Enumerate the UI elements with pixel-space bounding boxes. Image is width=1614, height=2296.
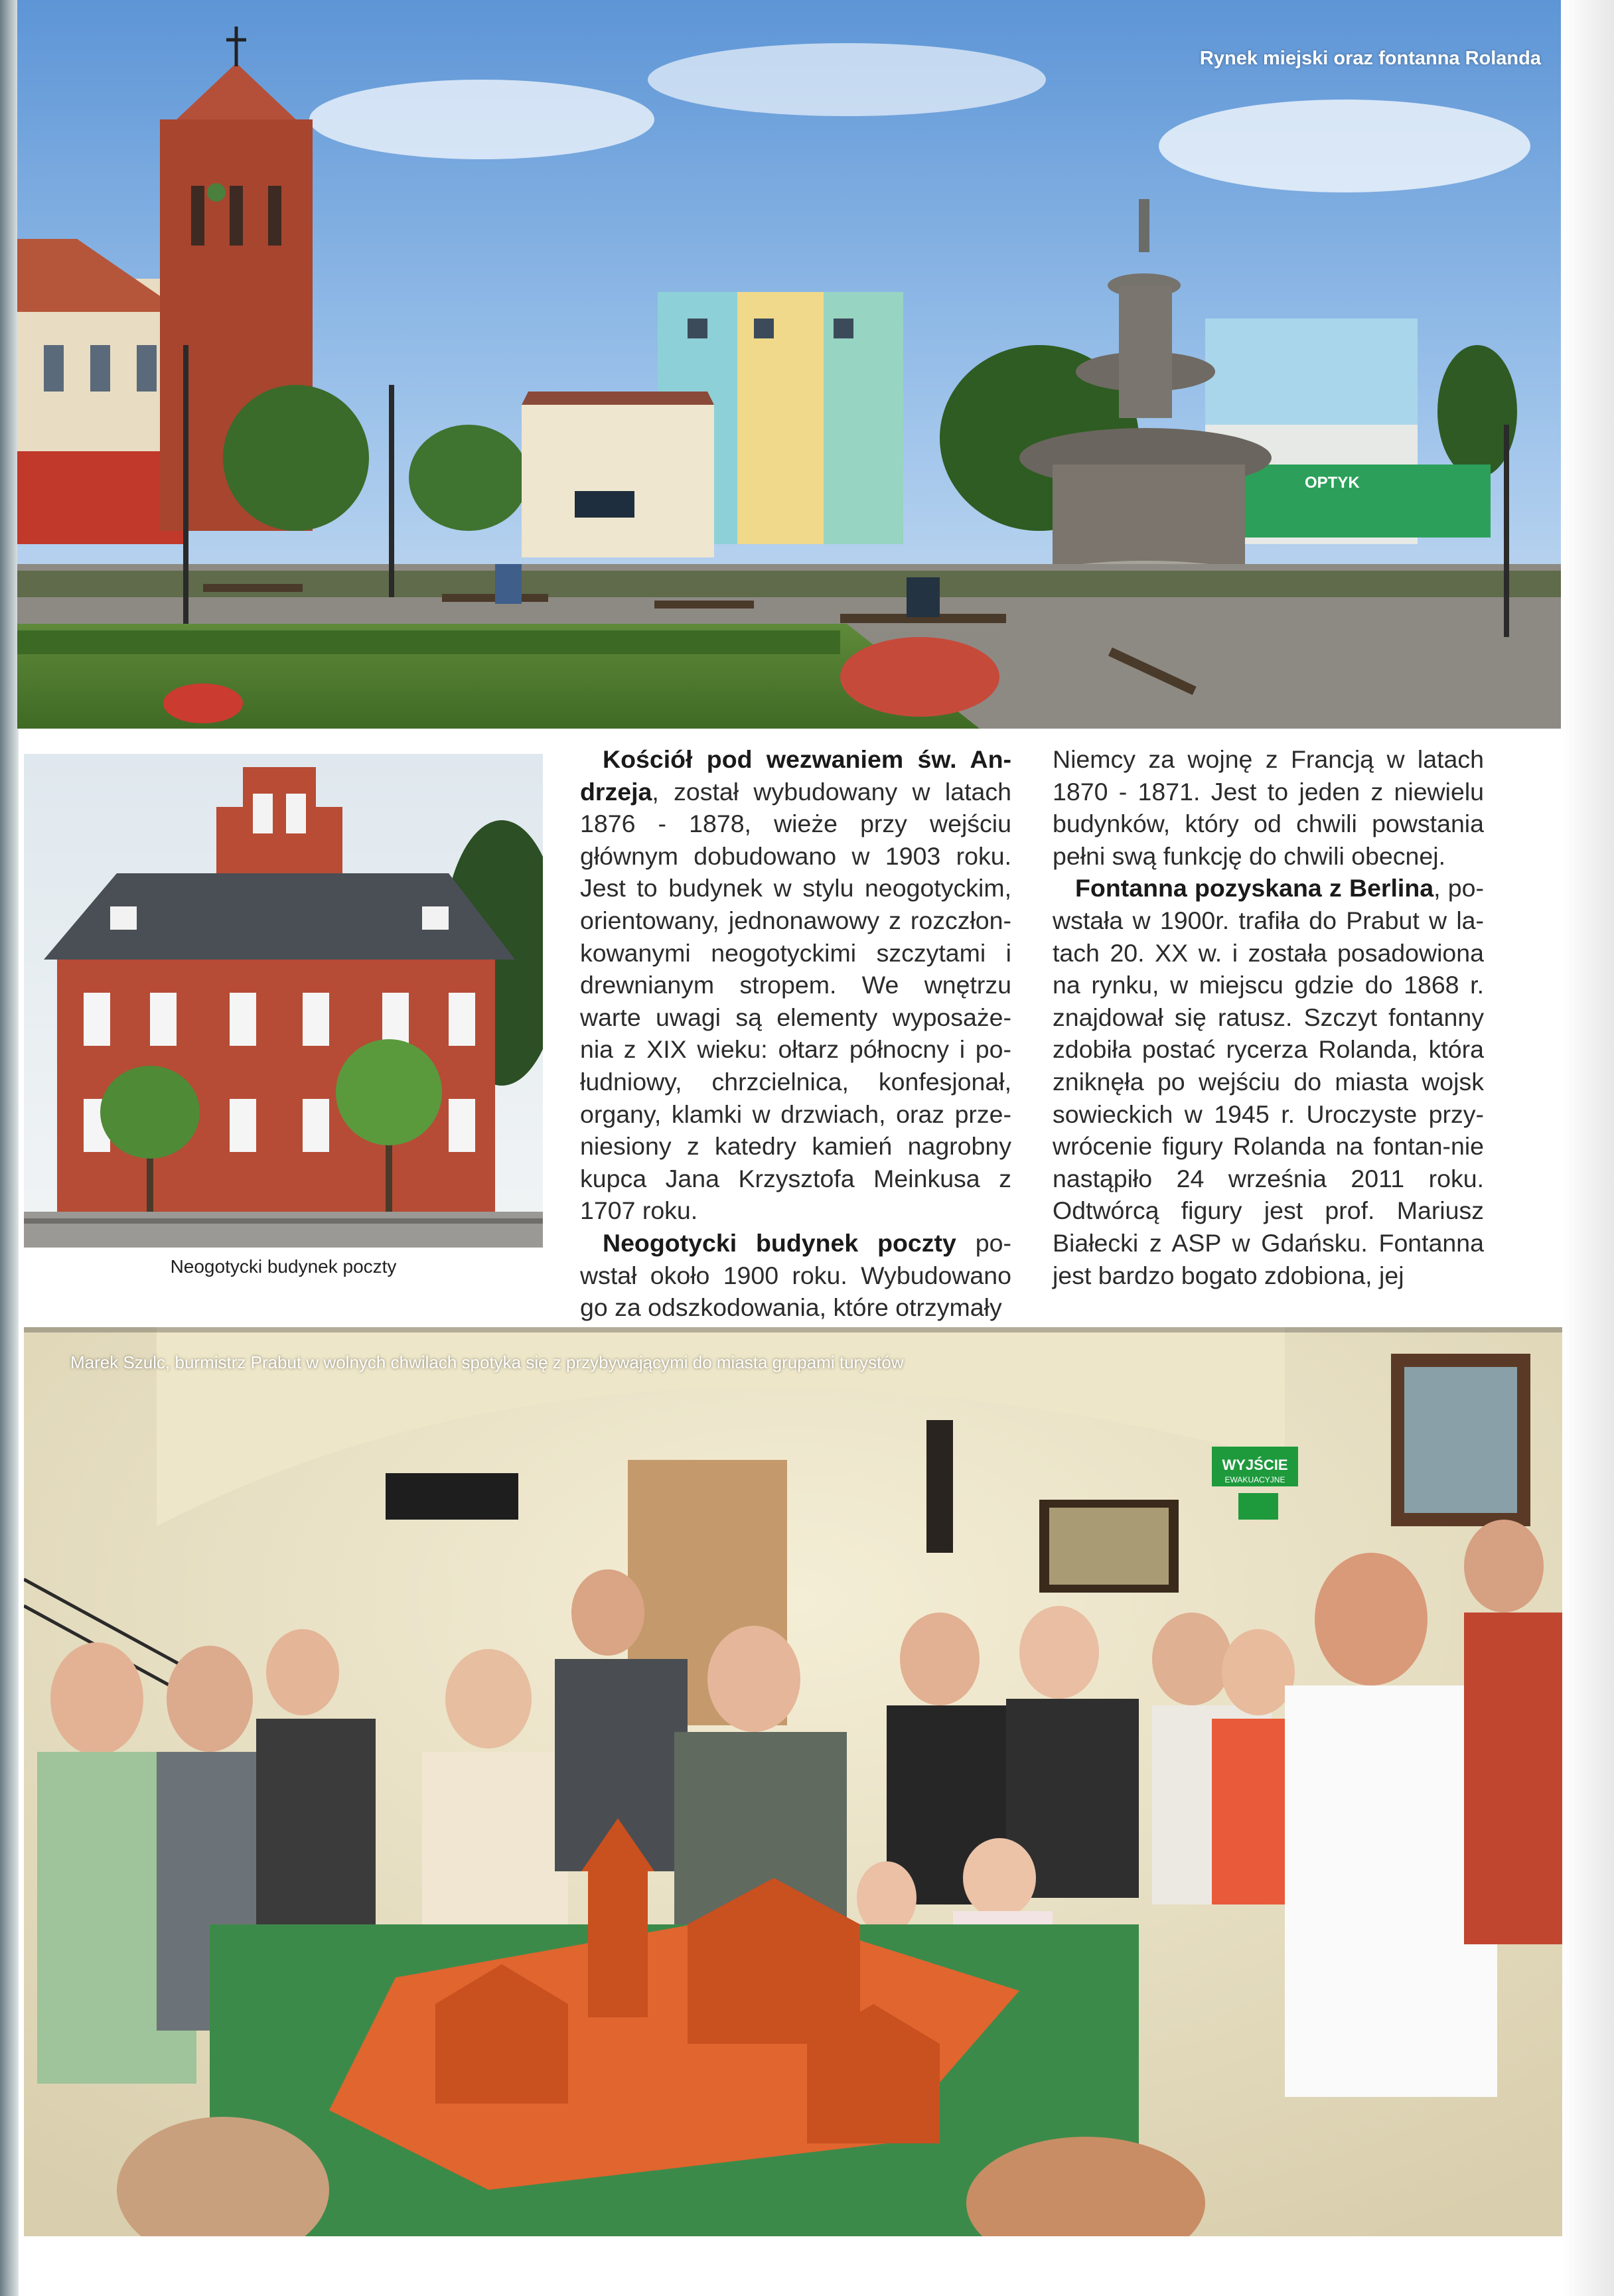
post-office-photo: [24, 754, 543, 1248]
scan-right-edge: [1561, 0, 1614, 2296]
heading-fountain: Fontanna pozyskana z Berlina: [1075, 874, 1434, 902]
paragraph-post: [580, 1227, 1011, 1324]
paragraph-church: [580, 743, 1011, 1227]
heading-post: Neogotycki budynek poczty: [603, 1228, 956, 1257]
post-office-caption: Neogotycki budynek poczty: [170, 1256, 397, 1277]
scan-edge: [0, 0, 19, 2296]
town-square-caption: Rynek miejski oraz fontanna Rolanda: [1199, 48, 1541, 69]
exit-sign-line2: EWAKUACYJNE: [1224, 1475, 1285, 1484]
tourist-group-caption: Marek Szulc, burmistrz Prabut w wolnych chwilach spotyka się z przybywającymi do miasta grupami turystów: [70, 1352, 904, 1372]
paragraph-fountain: [1053, 872, 1484, 1291]
text-post-continued: Niemcy za wojnę z Francją w latach 1870 - 1871. Jest to jeden z niewielu budynków, który od chwili powstania pełni swą funkcję do chwili obecnej.: [1053, 745, 1484, 870]
heading-church: Kościół pod wezwaniem św. An-drzeja: [580, 745, 1011, 806]
article-column-1: [580, 743, 1011, 1324]
optyk-sign: OPTYK: [1305, 474, 1360, 492]
tourist-group-photo: [24, 1327, 1562, 2236]
town-square-photo: [17, 0, 1561, 729]
text-post: po-wstał około 1900 roku. Wybudowano go za odszkodowania, które otrzymały: [580, 1228, 1011, 1322]
text-church: , został wybudowany w latach 1876 - 1878, wieże przy wejściu głównym dobudowano w 1903 roku. Jest to budynek w stylu neogotyckim, orientowany, jednonawowy z rozczłon-kowanymi neogotyckimi szczytami i drewnianym stropem. We wnętrzu warte uwagi są elementy wyposaże-nia z XIX wieku: ołtarz północny i po-łudniowy, chrzcielnica, konfesjonał, organy, klamki w drzwiach, oraz prze-niesiony z katedry kamień nagrobny kupca Jana Krzysztofa Meinkusa z 1707 roku.: [580, 777, 1011, 1225]
article-column-2: [1053, 743, 1484, 1291]
text-fountain: , po-wstała w 1900r. trafiła do Prabut w la-tach 20. XX w. i została posadowiona na rynku, w miejscu gdzie do 1868 r. znajdował się ratusz. Szczyt fontanny zdobiła postać rycerza Rolanda, która zniknęła po wejściu do miasta wojsk sowieckich w 1945 r. Uroczyste przy-wrócenie figury Rolanda na fontan-nie nastąpiło 24 września 2011 roku. Odtwórcą figury jest prof. Mariusz Białecki z ASP w Gdańsku. Fontanna jest bardzo bogato zdobiona, jej: [1053, 874, 1484, 1289]
exit-sign-line1: WYJŚCIE: [1222, 1457, 1288, 1473]
paragraph-post-continued: [1053, 743, 1484, 872]
